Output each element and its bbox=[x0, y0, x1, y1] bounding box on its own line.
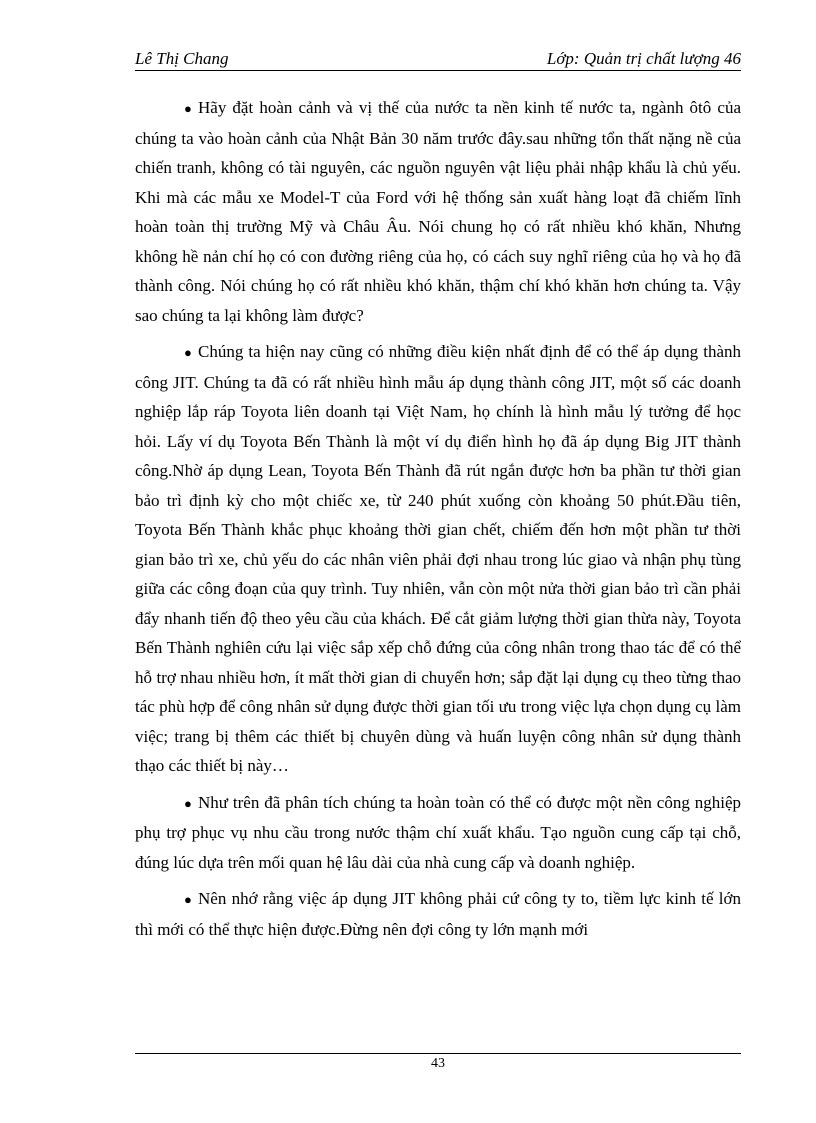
header-author: Lê Thị Chang bbox=[135, 49, 229, 68]
page-body bbox=[135, 93, 741, 951]
bullet-paragraph-2 bbox=[135, 337, 741, 781]
paragraph-text: Chúng ta hiện nay cũng có những điều kiện nhất định để có thể áp dụng thành công JIT. Chúng ta đã có rất nhiều hình mẫu áp dụng thành công JIT, một số các doanh nghiệp lắp ráp Toyota liên doanh tại Việt Nam, họ chính là hình mẫu lý tưởng để học hỏi. Lấy ví dụ Toyota Bến Thành là một ví dụ điển hình họ đã áp dụng Big JIT thành công.Nhờ áp dụng Lean, Toyota Bến Thành đã rút ngắn được hơn ba phần tư thời gian bảo trì định kỳ cho một chiếc xe, từ 240 phút xuống còn khoảng 50 phút.Đầu tiên, Toyota Bến Thành khắc phục khoảng thời gian chết, chiếm đến hơn một phần tư thời gian bảo trì xe, chủ yếu do các nhân viên phải đợi nhau trong lúc giao và nhận phụ tùng giữa các công đoạn của quy trình. Tuy nhiên, vẫn còn một nửa thời gian bảo trì cần phải đẩy nhanh tiến độ theo yêu cầu của khách. Để cắt giảm lượng thời gian thừa này, Toyota Bến Thành nghiên cứu lại việc sắp xếp chỗ đứng của công nhân trong thao tác để có thể hỗ trợ nhau nhiều hơn, ít mất thời gian di chuyển hơn; sắp đặt lại dụng cụ theo từng thao tác phù hợp để công nhân sử dụng được thời gian tối ưu trong việc lựa chọn dụng cụ làm việc; trang bị thêm các thiết bị chuyên dùng và huấn luyện công nhân sử dụng thành thạo các thiết bị này… bbox=[135, 342, 741, 775]
footer-divider bbox=[135, 1053, 741, 1054]
header-class: Lớp: Quản trị chất lượng 46 bbox=[546, 49, 741, 68]
page-header bbox=[135, 48, 741, 71]
bullet-paragraph-4 bbox=[135, 884, 741, 944]
page-number: 43 bbox=[431, 1056, 445, 1071]
bullet-icon: ● bbox=[184, 345, 192, 360]
bullet-icon: ● bbox=[184, 892, 192, 907]
paragraph-text: Hãy đặt hoàn cảnh và vị thế của nước ta nền kinh tế nước ta, ngành ôtô của chúng ta vào hoàn cảnh của Nhật Bản 30 năm trước đây.sau những tổn thất nặng nề của chiến tranh, không có tài nguyên, các nguồn nguyên vật liệu phải nhập khẩu là chủ yếu. Khi mà các mẫu xe Model-T của Ford với hệ thống sản xuất hàng loạt đã chiếm lĩnh hoàn toàn thị trường Mỹ và Châu Âu. Nói chung họ có rất nhiều khó khăn, Nhưng không hề nản chí họ có con đường riêng của họ, có cách suy nghĩ riêng của họ và họ đã thành công. Nói chúng họ có rất nhiều khó khăn, thậm chí khó khăn hơn chúng ta. Vậy sao chúng ta lại không làm được? bbox=[135, 98, 741, 325]
bullet-icon: ● bbox=[184, 101, 192, 116]
bullet-icon: ● bbox=[184, 795, 192, 811]
paragraph-text: Như trên đã phân tích chúng ta hoàn toàn có thể có được một nền công nghiệp phụ trợ phục vụ nhu cầu trong nước thậm chí xuất khẩu. Tạo nguồn cung cấp tại chỗ, đúng lúc dựa trên mối quan hệ lâu dài của nhà cung cấp và doanh nghiệp. bbox=[135, 792, 741, 872]
paragraph-text: Nên nhớ rằng việc áp dụng JIT không phải cứ công ty to, tiềm lực kinh tế lớn thì mới có thể thực hiện được.Đừng nên đợi công ty lớn mạnh mới bbox=[135, 889, 741, 939]
bullet-paragraph-1 bbox=[135, 93, 741, 330]
bullet-paragraph-3 bbox=[135, 788, 741, 878]
